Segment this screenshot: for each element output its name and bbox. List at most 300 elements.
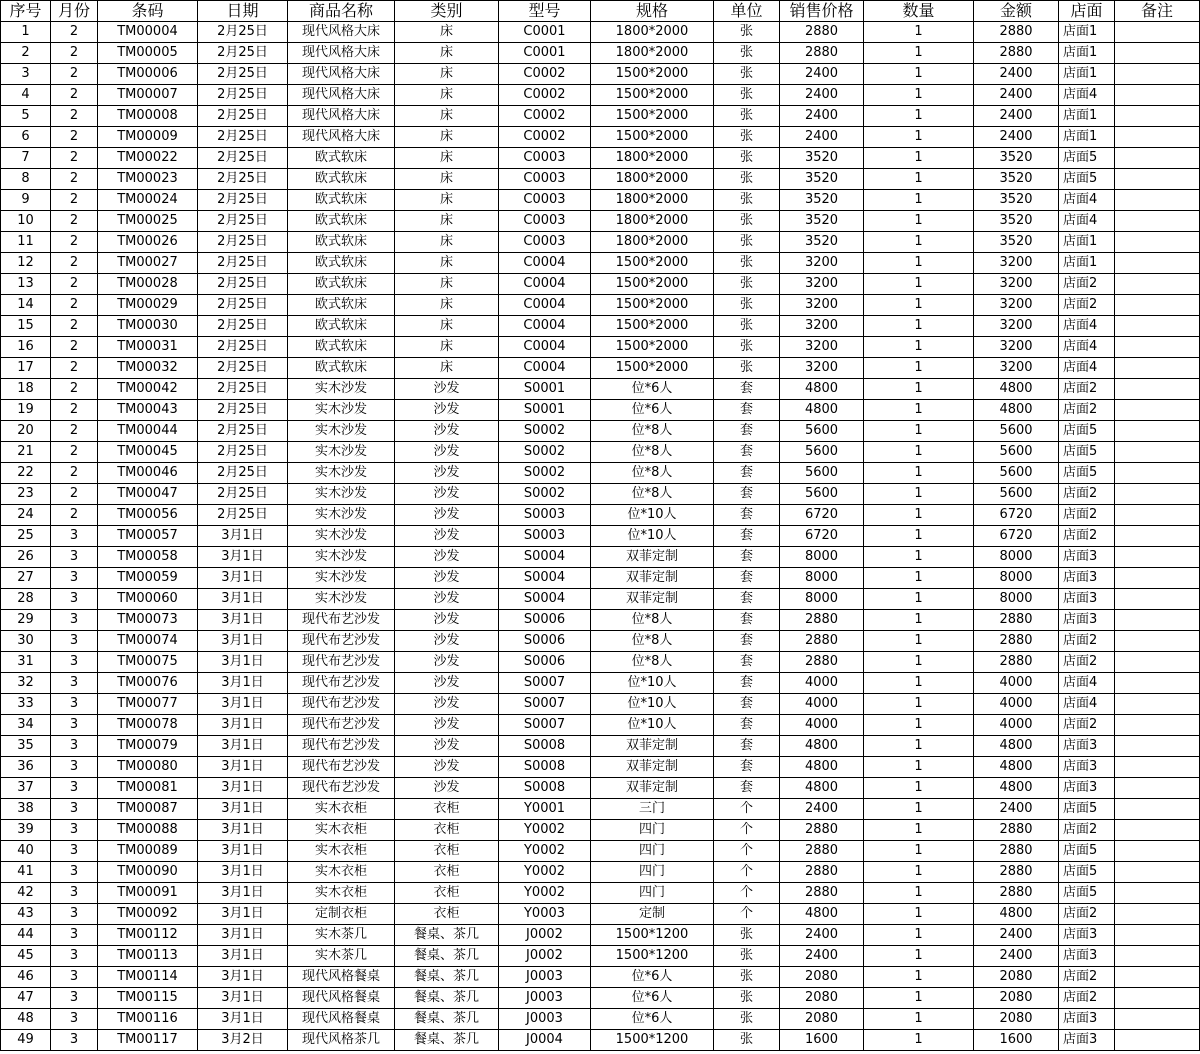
cell-date[interactable]: 2月25日 — [198, 64, 288, 85]
cell-category[interactable]: 沙发 — [395, 484, 499, 505]
cell-product-name[interactable]: 现代风格大床 — [288, 43, 395, 64]
cell-category[interactable]: 沙发 — [395, 505, 499, 526]
cell-sale-price[interactable]: 4000 — [780, 673, 864, 694]
cell-date[interactable]: 2月25日 — [198, 106, 288, 127]
cell-month[interactable]: 2 — [51, 400, 98, 421]
cell-remarks[interactable] — [1115, 967, 1200, 988]
table-row[interactable] — [1, 610, 1200, 631]
cell-barcode[interactable]: TM00113 — [98, 946, 198, 967]
cell-category[interactable]: 床 — [395, 190, 499, 211]
cell-remarks[interactable] — [1115, 589, 1200, 610]
cell-quantity[interactable]: 1 — [864, 1009, 974, 1030]
cell-remarks[interactable] — [1115, 631, 1200, 652]
cell-quantity[interactable]: 1 — [864, 589, 974, 610]
cell-category[interactable]: 沙发 — [395, 400, 499, 421]
cell-barcode[interactable]: TM00007 — [98, 85, 198, 106]
col-header-model[interactable]: 型号 — [499, 1, 591, 22]
table-row[interactable] — [1, 526, 1200, 547]
cell-amount[interactable]: 2880 — [974, 22, 1059, 43]
cell-date[interactable]: 2月25日 — [198, 295, 288, 316]
cell-model[interactable]: C0004 — [499, 316, 591, 337]
cell-category[interactable]: 床 — [395, 358, 499, 379]
cell-date[interactable]: 3月1日 — [198, 631, 288, 652]
cell-sale-price[interactable]: 3520 — [780, 232, 864, 253]
cell-month[interactable]: 2 — [51, 316, 98, 337]
cell-sale-price[interactable]: 2400 — [780, 925, 864, 946]
cell-date[interactable]: 2月25日 — [198, 421, 288, 442]
cell-model[interactable]: Y0003 — [499, 904, 591, 925]
cell-sale-price[interactable]: 2880 — [780, 883, 864, 904]
cell-sale-price[interactable]: 3200 — [780, 295, 864, 316]
cell-product-name[interactable]: 欧式软床 — [288, 337, 395, 358]
cell-quantity[interactable]: 1 — [864, 946, 974, 967]
cell-amount[interactable]: 4000 — [974, 715, 1059, 736]
cell-spec[interactable]: 双菲定制 — [591, 757, 714, 778]
cell-unit[interactable]: 个 — [714, 862, 780, 883]
cell-category[interactable]: 沙发 — [395, 379, 499, 400]
table-row[interactable] — [1, 757, 1200, 778]
cell-category[interactable]: 沙发 — [395, 526, 499, 547]
cell-date[interactable]: 2月25日 — [198, 442, 288, 463]
cell-serial[interactable]: 19 — [1, 400, 51, 421]
cell-date[interactable]: 3月1日 — [198, 883, 288, 904]
cell-amount[interactable]: 2400 — [974, 85, 1059, 106]
cell-sale-price[interactable]: 3520 — [780, 169, 864, 190]
cell-product-name[interactable]: 实木沙发 — [288, 505, 395, 526]
cell-serial[interactable]: 2 — [1, 43, 51, 64]
cell-serial[interactable]: 1 — [1, 22, 51, 43]
cell-date[interactable]: 2月25日 — [198, 400, 288, 421]
cell-serial[interactable]: 21 — [1, 442, 51, 463]
cell-model[interactable]: C0003 — [499, 211, 591, 232]
cell-amount[interactable]: 6720 — [974, 505, 1059, 526]
cell-serial[interactable]: 22 — [1, 463, 51, 484]
cell-unit[interactable]: 张 — [714, 1009, 780, 1030]
cell-category[interactable]: 沙发 — [395, 631, 499, 652]
cell-category[interactable]: 床 — [395, 211, 499, 232]
cell-product-name[interactable]: 实木沙发 — [288, 442, 395, 463]
cell-serial[interactable]: 12 — [1, 253, 51, 274]
cell-remarks[interactable] — [1115, 694, 1200, 715]
cell-barcode[interactable]: TM00056 — [98, 505, 198, 526]
cell-category[interactable]: 床 — [395, 22, 499, 43]
cell-spec[interactable]: 1800*2000 — [591, 148, 714, 169]
table-row[interactable] — [1, 190, 1200, 211]
cell-model[interactable]: C0001 — [499, 43, 591, 64]
table-row[interactable] — [1, 883, 1200, 904]
cell-month[interactable]: 2 — [51, 421, 98, 442]
cell-sale-price[interactable]: 3200 — [780, 358, 864, 379]
cell-category[interactable]: 床 — [395, 274, 499, 295]
cell-spec[interactable]: 1500*1200 — [591, 1030, 714, 1051]
cell-serial[interactable]: 29 — [1, 610, 51, 631]
cell-sale-price[interactable]: 6720 — [780, 505, 864, 526]
cell-model[interactable]: S0003 — [499, 505, 591, 526]
cell-spec[interactable]: 位*8人 — [591, 484, 714, 505]
cell-amount[interactable]: 3520 — [974, 211, 1059, 232]
cell-sale-price[interactable]: 8000 — [780, 568, 864, 589]
cell-sale-price[interactable]: 2880 — [780, 841, 864, 862]
cell-unit[interactable]: 套 — [714, 610, 780, 631]
cell-model[interactable]: S0006 — [499, 631, 591, 652]
cell-product-name[interactable]: 现代风格大床 — [288, 85, 395, 106]
cell-amount[interactable]: 4800 — [974, 379, 1059, 400]
cell-sale-price[interactable]: 2880 — [780, 631, 864, 652]
cell-category[interactable]: 沙发 — [395, 589, 499, 610]
cell-barcode[interactable]: TM00023 — [98, 169, 198, 190]
cell-store[interactable]: 店面3 — [1059, 1030, 1115, 1051]
cell-amount[interactable]: 2400 — [974, 799, 1059, 820]
cell-serial[interactable]: 10 — [1, 211, 51, 232]
cell-product-name[interactable]: 欧式软床 — [288, 295, 395, 316]
cell-product-name[interactable]: 欧式软床 — [288, 190, 395, 211]
cell-store[interactable]: 店面4 — [1059, 211, 1115, 232]
cell-spec[interactable]: 1500*2000 — [591, 64, 714, 85]
cell-remarks[interactable] — [1115, 526, 1200, 547]
cell-model[interactable]: C0002 — [499, 106, 591, 127]
cell-store[interactable]: 店面2 — [1059, 904, 1115, 925]
cell-unit[interactable]: 套 — [714, 484, 780, 505]
cell-model[interactable]: S0004 — [499, 547, 591, 568]
cell-sale-price[interactable]: 2080 — [780, 988, 864, 1009]
cell-date[interactable]: 2月25日 — [198, 43, 288, 64]
cell-quantity[interactable]: 1 — [864, 295, 974, 316]
cell-amount[interactable]: 3520 — [974, 148, 1059, 169]
cell-quantity[interactable]: 1 — [864, 778, 974, 799]
cell-barcode[interactable]: TM00117 — [98, 1030, 198, 1051]
cell-barcode[interactable]: TM00009 — [98, 127, 198, 148]
cell-remarks[interactable] — [1115, 400, 1200, 421]
cell-spec[interactable]: 1800*2000 — [591, 211, 714, 232]
cell-date[interactable]: 2月25日 — [198, 253, 288, 274]
cell-spec[interactable]: 定制 — [591, 904, 714, 925]
cell-date[interactable]: 2月25日 — [198, 505, 288, 526]
cell-product-name[interactable]: 实木茶几 — [288, 946, 395, 967]
cell-store[interactable]: 店面2 — [1059, 967, 1115, 988]
cell-product-name[interactable]: 实木沙发 — [288, 484, 395, 505]
cell-barcode[interactable]: TM00044 — [98, 421, 198, 442]
cell-spec[interactable]: 位*8人 — [591, 463, 714, 484]
cell-product-name[interactable]: 定制衣柜 — [288, 904, 395, 925]
table-row[interactable] — [1, 127, 1200, 148]
cell-barcode[interactable]: TM00042 — [98, 379, 198, 400]
cell-store[interactable]: 店面5 — [1059, 841, 1115, 862]
cell-serial[interactable]: 34 — [1, 715, 51, 736]
cell-category[interactable]: 衣柜 — [395, 862, 499, 883]
cell-barcode[interactable]: TM00046 — [98, 463, 198, 484]
cell-category[interactable]: 沙发 — [395, 757, 499, 778]
cell-quantity[interactable]: 1 — [864, 421, 974, 442]
cell-serial[interactable]: 18 — [1, 379, 51, 400]
cell-quantity[interactable]: 1 — [864, 736, 974, 757]
cell-model[interactable]: C0002 — [499, 85, 591, 106]
cell-date[interactable]: 2月25日 — [198, 169, 288, 190]
col-header-spec[interactable]: 规格 — [591, 1, 714, 22]
cell-barcode[interactable]: TM00024 — [98, 190, 198, 211]
table-row[interactable] — [1, 211, 1200, 232]
cell-date[interactable]: 2月25日 — [198, 190, 288, 211]
cell-amount[interactable]: 4800 — [974, 736, 1059, 757]
cell-serial[interactable]: 25 — [1, 526, 51, 547]
cell-barcode[interactable]: TM00078 — [98, 715, 198, 736]
cell-unit[interactable]: 套 — [714, 589, 780, 610]
cell-category[interactable]: 沙发 — [395, 442, 499, 463]
cell-spec[interactable]: 1800*2000 — [591, 169, 714, 190]
cell-month[interactable]: 3 — [51, 799, 98, 820]
table-row[interactable] — [1, 379, 1200, 400]
cell-date[interactable]: 3月1日 — [198, 967, 288, 988]
cell-model[interactable]: C0004 — [499, 274, 591, 295]
cell-quantity[interactable]: 1 — [864, 526, 974, 547]
cell-sale-price[interactable]: 5600 — [780, 421, 864, 442]
cell-category[interactable]: 沙发 — [395, 568, 499, 589]
cell-quantity[interactable]: 1 — [864, 43, 974, 64]
cell-serial[interactable]: 43 — [1, 904, 51, 925]
cell-model[interactable]: Y0002 — [499, 862, 591, 883]
col-header-date[interactable]: 日期 — [198, 1, 288, 22]
cell-product-name[interactable]: 现代布艺沙发 — [288, 610, 395, 631]
cell-month[interactable]: 3 — [51, 736, 98, 757]
cell-store[interactable]: 店面2 — [1059, 295, 1115, 316]
cell-barcode[interactable]: TM00092 — [98, 904, 198, 925]
cell-product-name[interactable]: 欧式软床 — [288, 169, 395, 190]
cell-month[interactable]: 3 — [51, 862, 98, 883]
cell-amount[interactable]: 2080 — [974, 967, 1059, 988]
cell-unit[interactable]: 张 — [714, 85, 780, 106]
cell-unit[interactable]: 套 — [714, 379, 780, 400]
cell-product-name[interactable]: 欧式软床 — [288, 211, 395, 232]
cell-unit[interactable]: 套 — [714, 421, 780, 442]
cell-model[interactable]: C0003 — [499, 148, 591, 169]
col-header-barcode[interactable]: 条码 — [98, 1, 198, 22]
cell-month[interactable]: 2 — [51, 169, 98, 190]
cell-category[interactable]: 沙发 — [395, 421, 499, 442]
cell-product-name[interactable]: 实木衣柜 — [288, 820, 395, 841]
cell-store[interactable]: 店面1 — [1059, 43, 1115, 64]
cell-model[interactable]: J0003 — [499, 988, 591, 1009]
cell-spec[interactable]: 1800*2000 — [591, 43, 714, 64]
cell-spec[interactable]: 1500*2000 — [591, 127, 714, 148]
table-row[interactable] — [1, 715, 1200, 736]
cell-quantity[interactable]: 1 — [864, 484, 974, 505]
cell-serial[interactable]: 17 — [1, 358, 51, 379]
cell-quantity[interactable]: 1 — [864, 610, 974, 631]
cell-month[interactable]: 2 — [51, 337, 98, 358]
cell-date[interactable]: 3月1日 — [198, 988, 288, 1009]
cell-amount[interactable]: 2400 — [974, 127, 1059, 148]
cell-unit[interactable]: 张 — [714, 169, 780, 190]
cell-product-name[interactable]: 欧式软床 — [288, 316, 395, 337]
cell-spec[interactable]: 位*8人 — [591, 421, 714, 442]
cell-sale-price[interactable]: 3200 — [780, 316, 864, 337]
cell-date[interactable]: 2月25日 — [198, 316, 288, 337]
cell-spec[interactable]: 1500*2000 — [591, 337, 714, 358]
cell-store[interactable]: 店面4 — [1059, 358, 1115, 379]
cell-sale-price[interactable]: 2880 — [780, 22, 864, 43]
cell-month[interactable]: 3 — [51, 841, 98, 862]
cell-unit[interactable]: 张 — [714, 337, 780, 358]
cell-barcode[interactable]: TM00089 — [98, 841, 198, 862]
cell-sale-price[interactable]: 2880 — [780, 43, 864, 64]
table-row[interactable] — [1, 274, 1200, 295]
cell-serial[interactable]: 40 — [1, 841, 51, 862]
cell-remarks[interactable] — [1115, 904, 1200, 925]
cell-quantity[interactable]: 1 — [864, 337, 974, 358]
cell-remarks[interactable] — [1115, 106, 1200, 127]
cell-quantity[interactable]: 1 — [864, 85, 974, 106]
cell-unit[interactable]: 张 — [714, 358, 780, 379]
cell-serial[interactable]: 6 — [1, 127, 51, 148]
table-row[interactable] — [1, 736, 1200, 757]
cell-spec[interactable]: 位*10人 — [591, 715, 714, 736]
cell-quantity[interactable]: 1 — [864, 925, 974, 946]
cell-amount[interactable]: 4800 — [974, 400, 1059, 421]
cell-serial[interactable]: 41 — [1, 862, 51, 883]
cell-unit[interactable]: 张 — [714, 946, 780, 967]
cell-model[interactable]: C0004 — [499, 358, 591, 379]
cell-spec[interactable]: 位*8人 — [591, 442, 714, 463]
cell-product-name[interactable]: 现代风格大床 — [288, 22, 395, 43]
cell-amount[interactable]: 2880 — [974, 862, 1059, 883]
cell-serial[interactable]: 4 — [1, 85, 51, 106]
cell-sale-price[interactable]: 8000 — [780, 547, 864, 568]
cell-model[interactable]: S0004 — [499, 589, 591, 610]
cell-unit[interactable]: 张 — [714, 211, 780, 232]
cell-quantity[interactable]: 1 — [864, 463, 974, 484]
cell-quantity[interactable]: 1 — [864, 379, 974, 400]
cell-unit[interactable]: 个 — [714, 883, 780, 904]
cell-amount[interactable]: 2880 — [974, 43, 1059, 64]
cell-serial[interactable]: 31 — [1, 652, 51, 673]
cell-quantity[interactable]: 1 — [864, 904, 974, 925]
cell-product-name[interactable]: 实木沙发 — [288, 400, 395, 421]
cell-unit[interactable]: 套 — [714, 442, 780, 463]
cell-spec[interactable]: 1500*2000 — [591, 106, 714, 127]
cell-category[interactable]: 床 — [395, 43, 499, 64]
cell-spec[interactable]: 1800*2000 — [591, 22, 714, 43]
cell-model[interactable]: S0002 — [499, 442, 591, 463]
cell-sale-price[interactable]: 5600 — [780, 442, 864, 463]
cell-date[interactable]: 3月1日 — [198, 610, 288, 631]
cell-remarks[interactable] — [1115, 232, 1200, 253]
cell-quantity[interactable]: 1 — [864, 820, 974, 841]
cell-spec[interactable]: 四门 — [591, 883, 714, 904]
cell-date[interactable]: 2月25日 — [198, 211, 288, 232]
cell-remarks[interactable] — [1115, 169, 1200, 190]
cell-category[interactable]: 床 — [395, 64, 499, 85]
cell-amount[interactable]: 3200 — [974, 358, 1059, 379]
cell-month[interactable]: 2 — [51, 43, 98, 64]
cell-serial[interactable]: 23 — [1, 484, 51, 505]
cell-product-name[interactable]: 实木沙发 — [288, 568, 395, 589]
cell-unit[interactable]: 个 — [714, 904, 780, 925]
cell-category[interactable]: 沙发 — [395, 673, 499, 694]
table-row[interactable] — [1, 925, 1200, 946]
cell-quantity[interactable]: 1 — [864, 106, 974, 127]
cell-unit[interactable]: 张 — [714, 106, 780, 127]
cell-spec[interactable]: 1500*1200 — [591, 946, 714, 967]
cell-product-name[interactable]: 现代风格餐桌 — [288, 988, 395, 1009]
cell-date[interactable]: 3月1日 — [198, 925, 288, 946]
cell-category[interactable]: 床 — [395, 85, 499, 106]
cell-store[interactable]: 店面1 — [1059, 22, 1115, 43]
cell-remarks[interactable] — [1115, 652, 1200, 673]
cell-serial[interactable]: 35 — [1, 736, 51, 757]
cell-sale-price[interactable]: 2880 — [780, 820, 864, 841]
cell-model[interactable]: S0002 — [499, 463, 591, 484]
cell-model[interactable]: S0007 — [499, 715, 591, 736]
cell-barcode[interactable]: TM00025 — [98, 211, 198, 232]
cell-serial[interactable]: 42 — [1, 883, 51, 904]
cell-date[interactable]: 2月25日 — [198, 274, 288, 295]
cell-remarks[interactable] — [1115, 211, 1200, 232]
cell-month[interactable]: 2 — [51, 253, 98, 274]
table-row[interactable] — [1, 64, 1200, 85]
cell-spec[interactable]: 1500*1200 — [591, 925, 714, 946]
cell-product-name[interactable]: 现代布艺沙发 — [288, 778, 395, 799]
cell-model[interactable]: C0004 — [499, 295, 591, 316]
cell-unit[interactable]: 张 — [714, 148, 780, 169]
cell-store[interactable]: 店面1 — [1059, 232, 1115, 253]
cell-product-name[interactable]: 欧式软床 — [288, 358, 395, 379]
cell-amount[interactable]: 2080 — [974, 988, 1059, 1009]
cell-remarks[interactable] — [1115, 43, 1200, 64]
cell-remarks[interactable] — [1115, 568, 1200, 589]
cell-product-name[interactable]: 现代布艺沙发 — [288, 715, 395, 736]
cell-amount[interactable]: 4000 — [974, 694, 1059, 715]
cell-month[interactable]: 2 — [51, 211, 98, 232]
cell-quantity[interactable]: 1 — [864, 64, 974, 85]
cell-month[interactable]: 3 — [51, 547, 98, 568]
cell-month[interactable]: 3 — [51, 526, 98, 547]
table-row[interactable] — [1, 106, 1200, 127]
cell-unit[interactable]: 张 — [714, 274, 780, 295]
cell-date[interactable]: 3月1日 — [198, 820, 288, 841]
col-header-remarks[interactable]: 备注 — [1115, 1, 1200, 22]
cell-amount[interactable]: 2080 — [974, 1009, 1059, 1030]
cell-quantity[interactable]: 1 — [864, 694, 974, 715]
cell-store[interactable]: 店面4 — [1059, 673, 1115, 694]
cell-amount[interactable]: 5600 — [974, 421, 1059, 442]
cell-product-name[interactable]: 实木沙发 — [288, 547, 395, 568]
cell-month[interactable]: 2 — [51, 484, 98, 505]
cell-amount[interactable]: 2880 — [974, 610, 1059, 631]
cell-unit[interactable]: 张 — [714, 232, 780, 253]
cell-spec[interactable]: 位*10人 — [591, 505, 714, 526]
table-row[interactable] — [1, 295, 1200, 316]
cell-remarks[interactable] — [1115, 547, 1200, 568]
cell-store[interactable]: 店面3 — [1059, 946, 1115, 967]
cell-spec[interactable]: 四门 — [591, 862, 714, 883]
cell-remarks[interactable] — [1115, 799, 1200, 820]
cell-store[interactable]: 店面4 — [1059, 694, 1115, 715]
cell-remarks[interactable] — [1115, 946, 1200, 967]
cell-product-name[interactable]: 欧式软床 — [288, 232, 395, 253]
cell-month[interactable]: 2 — [51, 379, 98, 400]
cell-amount[interactable]: 4800 — [974, 904, 1059, 925]
cell-store[interactable]: 店面4 — [1059, 337, 1115, 358]
cell-model[interactable]: J0002 — [499, 925, 591, 946]
col-header-quantity[interactable]: 数量 — [864, 1, 974, 22]
cell-remarks[interactable] — [1115, 337, 1200, 358]
cell-sale-price[interactable]: 8000 — [780, 589, 864, 610]
cell-category[interactable]: 衣柜 — [395, 841, 499, 862]
cell-serial[interactable]: 8 — [1, 169, 51, 190]
cell-serial[interactable]: 16 — [1, 337, 51, 358]
cell-amount[interactable]: 3200 — [974, 295, 1059, 316]
cell-quantity[interactable]: 1 — [864, 883, 974, 904]
cell-month[interactable]: 2 — [51, 232, 98, 253]
